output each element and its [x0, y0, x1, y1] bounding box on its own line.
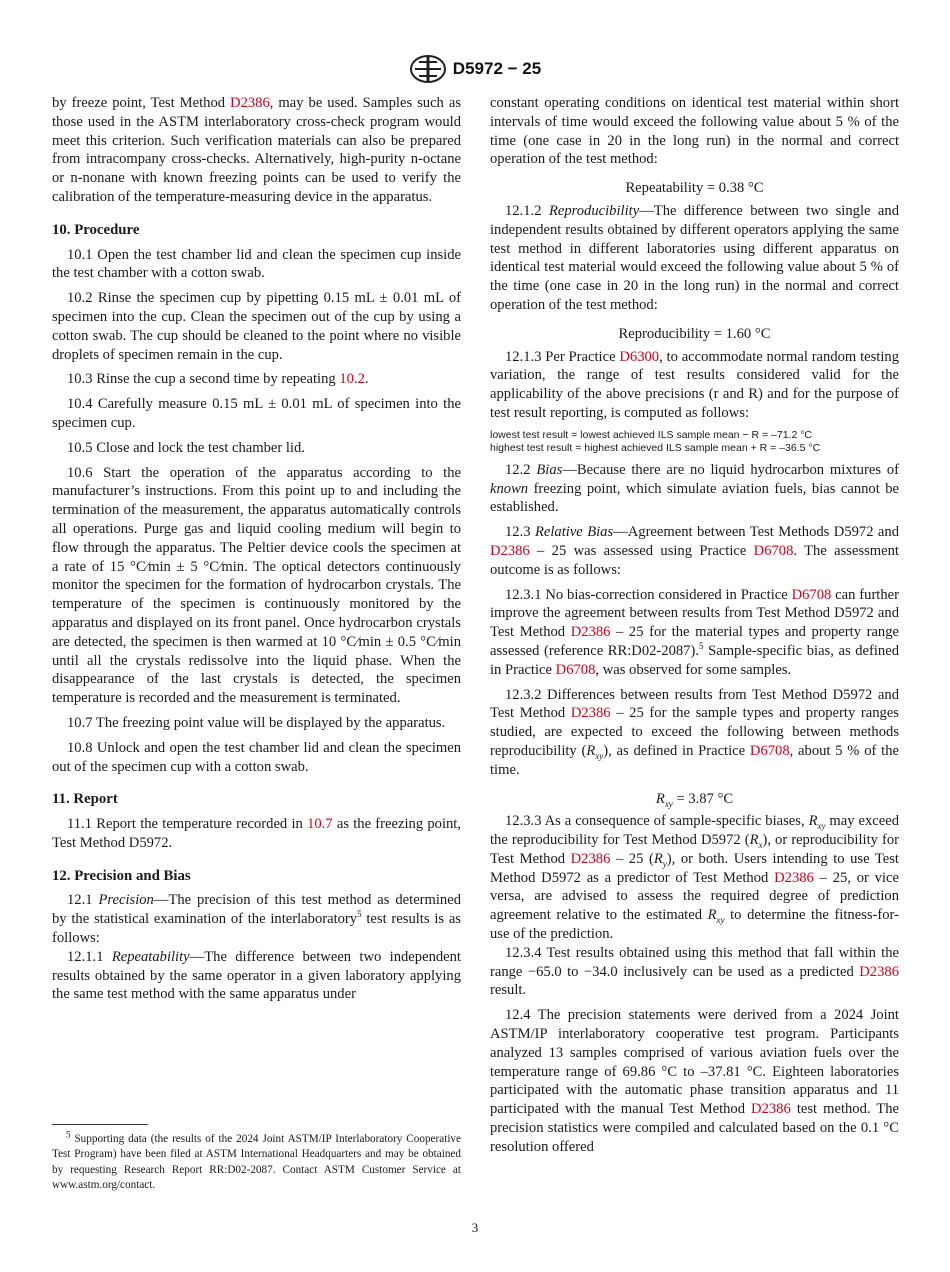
paragraph: 12.1 Precision—The precision of this test method as determined by the statistical examination of the interlaboratory$^5$ test results is as follows: [52, 892, 462, 947]
paragraph: 11.1 Report the temperature recorded in 10.7 as the freezing point, Test Method D5972. [52, 816, 461, 851]
paragraph: 10.1 Open the test chamber lid and clean the specimen cup inside the test chamber with a cotton swab. [52, 246, 461, 282]
paragraph: by freeze point, Test Method D2386, may be used. Samples such as those used in the ASTM interlaboratory cross-check program would meet this criterion. Such verification materials can also be prepared from intracompany cross-checks. Alternatively, high-purity n-octane or n-nonane with known freezing points can be used to verify the calibration of the temperature-measuring device in the apparatus. [52, 95, 461, 205]
section-heading-10: 10. Procedure [52, 221, 140, 238]
range-lowest: lowest test result = lowest achieved ILS sample mean − R = –71.2 °C [490, 428, 812, 441]
paragraph: 10.7 The freezing point value will be displayed by the apparatus. [67, 714, 446, 731]
right-column [490, 94, 899, 1157]
ref-link[interactable]: D2386 [774, 869, 814, 886]
section-heading-11: 11. Report [52, 791, 118, 808]
astm-logo-icon [409, 54, 447, 84]
paragraph: 10.5 Close and lock the test chamber lid. [67, 439, 305, 456]
paragraph: 10.3 Rinse the cup a second time by repeating 10.2. [67, 371, 369, 388]
ref-link[interactable]: D6300 [619, 348, 660, 365]
paragraph: 10.2 Rinse the specimen cup by pipetting 0.15 mL ± 0.01 mL of specimen into the cup. Clean the specimen out of the cup by using a cotton swab. The cup should be cleaned to the point where no visible droplets of specimen remain in the cup. [52, 290, 461, 363]
ref-link[interactable]: D2386 [570, 850, 611, 867]
paragraph: 12.4 The precision statements were derived from a 2024 Joint ASTM/IP interlaboratory cooperative test program. Participants analyzed 13 samples comprised of various aviation fuels over the temperature range of 69.86 °C to –37.81 °C. Eighteen laboratories participated with the automatic phase transition apparatus and 11 participated with the manual Test Method D2386 test method. The precision statistics were compiled and calculated based on the 0.1 °C resolution offered [490, 1007, 899, 1155]
footnote: $^5$ Supporting data (the results of the 2024 Joint ASTM/IP Interlaboratory Cooperative Test Program) have been filed at ASTM International Headquarters and may be obtained by requesting Research Report RR:D02-2087. Contact ASTM Customer Service at www.astm.org/contact. [52, 1129, 461, 1192]
ref-link[interactable]: D2386 [751, 1101, 791, 1118]
ref-link[interactable]: D2386 [859, 963, 899, 980]
paragraph: constant operating conditions on identical test material within short intervals of time would exceed the following value about 5 % of the time (one case in 20 in the long run) in the normal and correct operation of the test method: [490, 95, 899, 168]
paragraph: 12.1.3 Per Practice D6300, to accommodate normal random testing variation, the range of test results considered valid for the applicability of the above precisions (r and R) and for the purpose of test result reporting, is computed as follows: [490, 348, 899, 421]
ref-link[interactable]: D6708 [749, 742, 790, 759]
paragraph: 12.3.3 As a consequence of sample-specific biases, $R_{xy}$ may exceed the reproducibility for Test Method D5972 $(R_x)$, or reproducibility for Test Method D2386 – 25 $(R_y)$, or both. Users intending to use Test Method D5972 as a predictor of Test Method D2386 – 25, or vice versa, are advised to assess the required degree of prediction agreement relative to the estimated $R_{xy}$ to determine the fitness-for-use of the prediction. [490, 813, 899, 943]
left-column [52, 94, 461, 1004]
paragraph: 12.2 Bias—Because there are no liquid hydrocarbon mixtures of known freezing point, which simulate aviation fuels, bias cannot be established. [490, 461, 899, 516]
page-header [0, 54, 950, 84]
equation-rxy: $R_{xy} = 3.87$ °C [655, 790, 734, 809]
ref-link[interactable]: D6708 [555, 661, 596, 678]
paragraph: 10.4 Carefully measure 0.15 mL ± 0.01 mL of specimen into the specimen cup. [52, 396, 461, 431]
paragraph: 12.3.2 Differences between results from Test Method D5972 and Test Method D2386 – 25 for the sample types and property ranges studied, are expected to exceed the following between methods reproducibility $(R_{xy})$, as defined in Practice D6708, about 5 % of the time. [490, 686, 899, 778]
ref-link[interactable]: D6708 [753, 542, 794, 559]
paragraph: 10.8 Unlock and open the test chamber lid and clean the specimen out of the specimen cup with a cotton swab. [52, 739, 461, 775]
equation-reproducibility: Reproducibility = 1.60 °C [618, 325, 771, 342]
ref-link[interactable]: 10.2 [339, 371, 365, 388]
ref-link[interactable]: D2386 [570, 705, 611, 722]
equation-repeatability: Repeatability = 0.38 °C [625, 180, 764, 197]
paragraph: 12.3 Relative Bias—Agreement between Test Methods D5972 and D2386 – 25 was assessed using Practice D6708. The assessment outcome is as follows: [490, 524, 899, 578]
page-number: 3 [471, 1220, 479, 1235]
paragraph: 12.3.4 Test results obtained using this method that fall within the range −65.0 to −34.0 inclusively can be used as a predicted D2386 result. [490, 944, 899, 999]
ref-link[interactable]: D2386 [230, 95, 270, 111]
document-id: D5972 − 25 [452, 59, 542, 78]
ref-link[interactable]: D2386 [490, 542, 530, 559]
section-heading-12: 12. Precision and Bias [52, 867, 191, 884]
paragraph: 12.1.2 Reproducibility—The difference between two single and independent results obtained by different operators applying the same test method in different laboratories using different apparatus on identical test material would exceed the following value about 5 % of the time (one case in 20 in the long run) in the normal and correct operation of the test method: [490, 202, 899, 313]
paragraph: 12.1.1 Repeatability—The difference between two independent results obtained by the same operator in a given laboratory applying the same test method with the same apparatus under [52, 948, 461, 1003]
paragraph: 10.6 Start the operation of the apparatus according to the manufacturer’s instructions. From this point up to and including the termination of the measurement, the apparatus automatically controls all operations. Purge gas and liquid cooling medium will begin to flow through the apparatus. The Peltier device cools the specimen at a rate of 15 °C⁄min ± 5 °C⁄min. The optical detectors continuously monitor the specimen for the formation of hydrocarbon crystals. The temperature of the specimen is continuously monitored by the apparatus and displayed on its front panel. Once hydrocarbon crystals are detected, the specimen is then warmed at 10 °C⁄min ± 0.5 °C⁄min until all the crystals redissolve into the liquid phase. When the disappearance of the last crystals is detected, the specimen temperature is recorded and the measurement is terminated. [52, 464, 461, 707]
ref-link[interactable]: D2386 [570, 624, 611, 641]
footnote-rule [52, 1124, 148, 1125]
ref-link[interactable]: 10.7 [307, 816, 333, 833]
paragraph: 12.3.1 No bias-correction considered in Practice D6708 can further improve the agreement between results from Test Method D5972 and Test Method D2386 – 25 for the material types and property range assessed (reference RR:D02-2087).$^5$ Sample-specific bias, as defined in Practice D6708, was observed for some samples. [490, 586, 900, 678]
ref-link[interactable]: D6708 [791, 586, 832, 603]
range-highest: highest test result = highest achieved ILS sample mean + R = –36.5 °C [490, 441, 821, 454]
